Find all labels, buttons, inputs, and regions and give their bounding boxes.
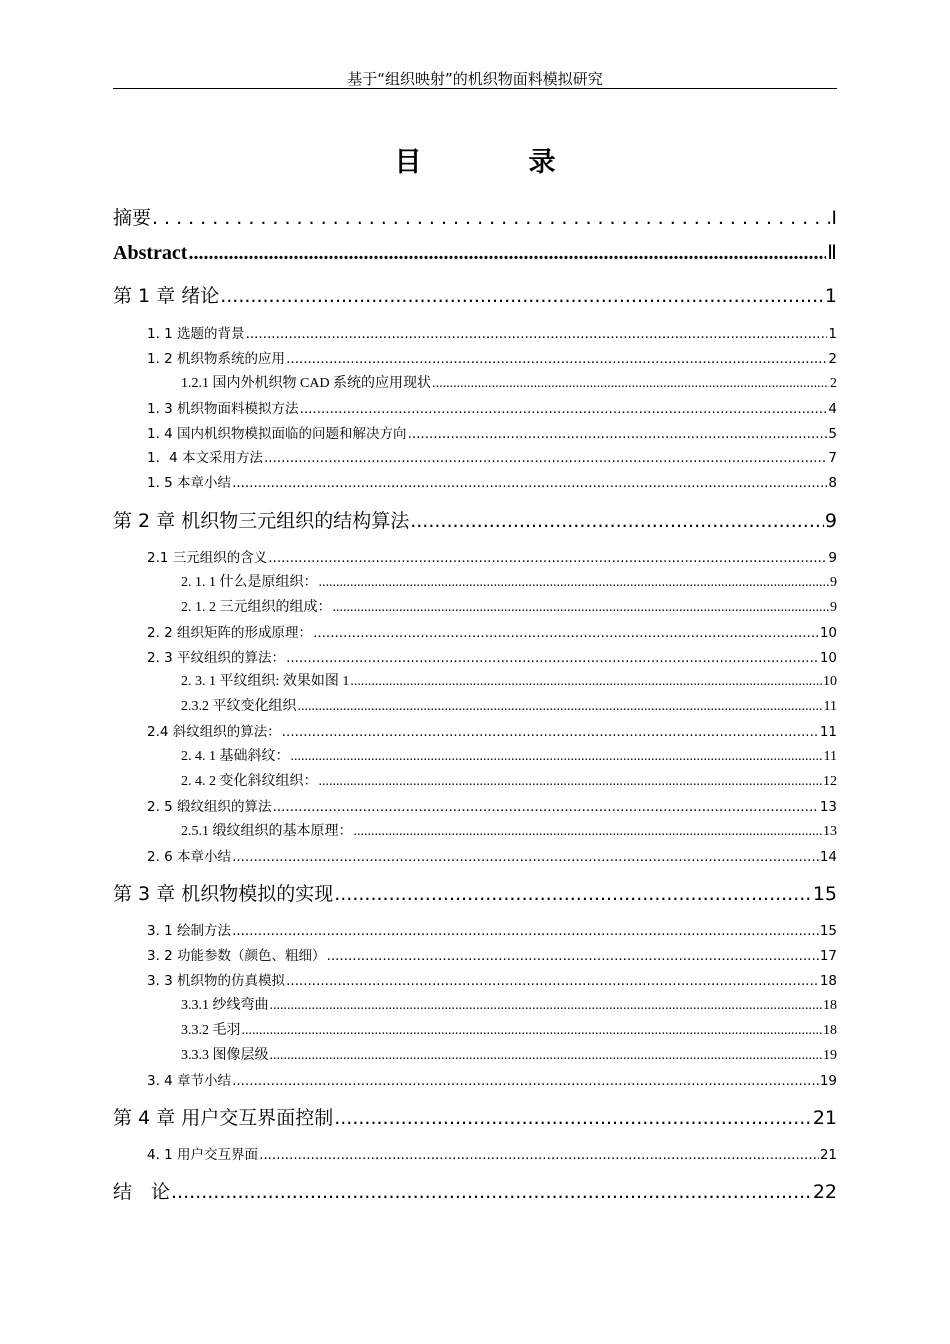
toc-label: 3. 4 章节小结 [147, 1073, 232, 1089]
toc-label: 1．4 本文采用方法 [147, 450, 263, 466]
page-title: 目 录 [394, 147, 596, 178]
toc-label: 1. 5 本章小结 [147, 475, 232, 491]
toc-label: 1. 2 机织物系统的应用 [147, 351, 286, 367]
toc-leader [291, 749, 823, 765]
toc-label: 3.3.2 毛羽 [181, 1023, 241, 1038]
toc-page: 18 [823, 1023, 837, 1038]
toc-leader [259, 1147, 819, 1163]
toc-entry-abstract-en[interactable] [113, 240, 837, 265]
toc-page: 12 [823, 774, 837, 789]
toc-section[interactable] [147, 446, 837, 466]
toc-section[interactable] [147, 944, 837, 964]
toc-subsection[interactable] [181, 994, 837, 1014]
toc-leader [268, 550, 827, 566]
toc-conclusion[interactable] [113, 1177, 837, 1204]
toc-subsection[interactable] [181, 670, 837, 690]
toc-page: 7 [828, 450, 837, 466]
toc-section[interactable] [147, 845, 837, 865]
toc-page: 19 [823, 1048, 837, 1063]
toc-label: 2.5.1 缎纹组织的基本原理： [181, 824, 353, 839]
toc-leader [232, 849, 819, 865]
toc-page: 22 [812, 1181, 837, 1203]
toc-label: 2. 1. 2 三元组织的组成： [181, 600, 332, 615]
toc-leader [270, 1048, 823, 1064]
toc-page: 13 [819, 799, 837, 815]
toc-chapter[interactable] [113, 281, 837, 308]
toc-subsection[interactable] [181, 1044, 837, 1064]
toc-page: 5 [828, 426, 837, 442]
toc-page: 15 [819, 923, 837, 939]
toc-leader [313, 625, 819, 641]
toc-label: 2. 3. 1 平纹组织: 效果如图 1 [181, 674, 350, 689]
toc-page: 8 [828, 475, 837, 491]
toc-page: 21 [819, 1147, 837, 1163]
toc-page: 15 [812, 883, 837, 905]
toc-leader [232, 923, 819, 939]
toc-label: 2.1 三元组织的含义 [147, 550, 268, 566]
toc-section[interactable] [147, 646, 837, 666]
toc-label: 3. 1 绘制方法 [147, 923, 232, 939]
toc-leader [298, 699, 823, 715]
toc-label: 1. 4 国内机织物模拟面临的问题和解决方向 [147, 426, 407, 442]
toc-leader [286, 973, 819, 989]
toc-leader [333, 600, 830, 616]
toc-label: 2. 3 平纹组织的算法： [147, 650, 286, 666]
toc-label: 4. 1 用户交互界面 [147, 1147, 259, 1163]
toc-label: 第 3 章 机织物模拟的实现 [113, 883, 334, 905]
toc-page: 10 [819, 650, 837, 666]
toc-section[interactable] [147, 919, 837, 939]
toc-chapter[interactable] [113, 1103, 837, 1130]
toc-leader [282, 724, 819, 740]
toc-leader [350, 674, 822, 690]
toc-leader [408, 426, 828, 442]
toc-leader [242, 1023, 823, 1039]
toc-section[interactable] [147, 347, 837, 367]
toc-label: 2. 6 本章小结 [147, 849, 232, 865]
toc-section[interactable] [147, 969, 837, 989]
page-header: 基于“组织映射”的机织物面料模拟研究 [347, 70, 603, 88]
toc-leader [152, 207, 830, 229]
toc-subsection[interactable] [181, 571, 837, 591]
toc-leader [171, 1181, 812, 1203]
toc-section[interactable] [147, 471, 837, 491]
toc-leader [264, 450, 827, 466]
toc-page: 9 [824, 510, 837, 532]
toc-page: 10 [819, 625, 837, 641]
toc-section[interactable] [147, 621, 837, 641]
toc-page: 1 [824, 285, 837, 307]
toc-leader [319, 575, 830, 591]
toc-subsection[interactable] [181, 372, 837, 392]
toc-page: 9 [830, 600, 837, 615]
toc-subsection[interactable] [181, 770, 837, 790]
toc-label: 1. 3 机织物面料模拟方法 [147, 401, 299, 417]
toc-label: 第 2 章 机织物三元组织的结构算法 [113, 510, 410, 532]
toc-leader [410, 510, 824, 532]
toc-section[interactable] [147, 795, 837, 815]
toc-page: 11 [823, 749, 837, 764]
toc-page: 4 [828, 401, 837, 417]
header-divider [113, 88, 837, 89]
toc-subsection[interactable] [181, 1019, 837, 1039]
toc-page: 21 [812, 1107, 837, 1129]
toc-label: 1.2.1 国内外机织物 CAD 系统的应用现状 [181, 376, 432, 391]
toc-subsection[interactable] [181, 695, 837, 715]
toc-label: Abstract [113, 242, 188, 264]
toc-entry-abstract-cn[interactable] [113, 203, 837, 230]
toc-leader [354, 824, 823, 840]
toc-page: 9 [828, 550, 837, 566]
toc-leader [270, 998, 823, 1014]
toc-leader [286, 650, 819, 666]
toc-page: 2 [830, 376, 837, 391]
toc-leader [334, 1107, 812, 1129]
toc-section[interactable] [147, 1143, 837, 1163]
toc-page: 18 [819, 973, 837, 989]
toc-subsection[interactable] [181, 745, 837, 765]
toc-page: 10 [823, 674, 837, 689]
toc-page: 13 [823, 824, 837, 839]
toc-page: Ⅱ [827, 242, 837, 264]
toc-section[interactable] [147, 1069, 837, 1089]
toc-chapter[interactable] [113, 879, 837, 906]
toc-leader [432, 376, 829, 392]
toc-page: 9 [830, 575, 837, 590]
toc-section[interactable] [147, 397, 837, 417]
toc-section[interactable] [147, 422, 837, 442]
toc-leader [232, 1073, 819, 1089]
toc-section[interactable] [147, 546, 837, 566]
toc-leader [220, 285, 824, 307]
toc-leader [286, 351, 827, 367]
toc-page: 1 [828, 326, 837, 342]
toc-label: 3.3.3 图像层级 [181, 1048, 269, 1063]
toc-label: 1. 1 选题的背景 [147, 326, 245, 342]
toc-leader [334, 883, 812, 905]
toc-label: 2. 2 组织矩阵的形成原理： [147, 625, 313, 641]
toc-leader [319, 774, 823, 790]
toc-page: 17 [819, 948, 837, 964]
toc-label: 2.4 斜纹组织的算法： [147, 724, 281, 740]
toc-label: 2. 4. 1 基础斜纹： [181, 749, 290, 764]
toc-leader [273, 799, 819, 815]
toc-label: 摘要 [113, 207, 152, 229]
toc-page: 19 [819, 1073, 837, 1089]
toc-section[interactable] [147, 720, 837, 740]
toc-label: 2.3.2 平纹变化组织 [181, 699, 297, 714]
toc-leader [246, 326, 828, 342]
toc-label: 结 论 [113, 1181, 171, 1203]
toc-label: 3.3.1 纱线弯曲 [181, 998, 269, 1013]
toc-page: 14 [819, 849, 837, 865]
toc-label: 第 4 章 用户交互界面控制 [113, 1107, 334, 1129]
toc-label: 3. 3 机织物的仿真模拟 [147, 973, 286, 989]
toc-leader [188, 242, 826, 265]
toc-page: 2 [828, 351, 837, 367]
toc-page: 18 [823, 998, 837, 1013]
toc-chapter[interactable] [113, 506, 837, 533]
toc-label: 3. 2 功能参数（颜色、粗细） [147, 948, 326, 964]
toc-section[interactable] [147, 322, 837, 342]
toc-label: 2. 4. 2 变化斜纹组织： [181, 774, 318, 789]
toc-subsection[interactable] [181, 820, 837, 840]
toc-page: Ⅰ [831, 207, 837, 229]
toc-subsection[interactable] [181, 596, 837, 616]
toc-label: 2. 5 缎纹组织的算法 [147, 799, 272, 815]
toc-leader [300, 401, 828, 417]
toc-leader [327, 948, 819, 964]
toc-label: 第 1 章 绪论 [113, 285, 220, 307]
toc-leader [232, 475, 827, 491]
toc-page: 11 [823, 699, 837, 714]
toc-page: 11 [819, 724, 837, 740]
toc-label: 2. 1. 1 什么是原组织： [181, 575, 318, 590]
